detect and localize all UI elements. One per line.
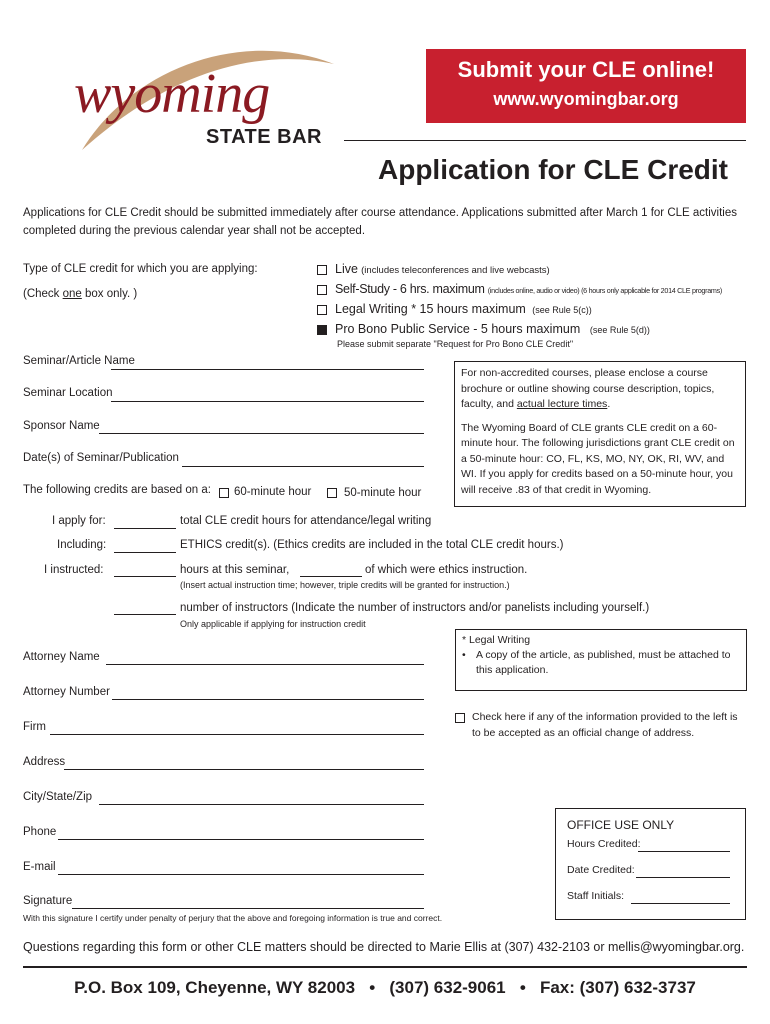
seminar-dates-label: Date(s) of Seminar/Publication [23, 452, 179, 464]
bullet-icon: • [462, 649, 466, 661]
pro-bono-option: Pro Bono Public Service - 5 hours maximum (see Rule 5(d)) [335, 322, 650, 336]
instruction-credit-note: Only applicable if applying for instruction credit [180, 619, 366, 629]
signature-label: Signature [23, 895, 73, 907]
seminar-location-label: Seminar Location [23, 387, 113, 399]
apply-for-text: total CLE credit hours for attendance/legal writing [180, 515, 432, 527]
total-hours-field[interactable] [114, 528, 176, 529]
online-submit-banner[interactable] [426, 49, 746, 123]
attorney-number-field[interactable] [112, 699, 424, 700]
including-text: ETHICS credit(s). (Ethics credits are included in the total CLE credit hours.) [180, 539, 564, 551]
footer-fax: Fax: (307) 632-3737 [539, 978, 696, 997]
instruction-hours-field[interactable] [114, 576, 176, 577]
date-credited-label: Date Credited: [567, 864, 635, 876]
staff-initials-label: Staff Initials: [567, 890, 625, 902]
bullet-icon: • [519, 978, 526, 997]
instructor-count-text: number of instructors (Indicate the number of instructors and/or panelists including yourself.) [180, 602, 650, 614]
live-option: Live (includes teleconferences and live webcasts) [335, 262, 550, 276]
footer-divider [23, 966, 747, 968]
instructor-count-field[interactable] [114, 614, 176, 615]
legal-writing-note-box [455, 629, 747, 691]
office-use-title: OFFICE USE ONLY [567, 818, 675, 832]
seminar-name-label: Seminar/Article Name [23, 355, 135, 367]
signature-certification: With this signature I certify under penalty of perjury that the above and foregoing information is true and correct. [23, 913, 443, 923]
intro-paragraph: Applications for CLE Credit should be submitted immediately after course attendance. Applications submitted after March 1 for CLE activities completed during the previous calendar year shall not be accepted. [23, 207, 737, 237]
instruction-time-note: (Insert actual instruction time; however, triple credits will be granted for instruction.) [180, 580, 510, 590]
date-credited-field[interactable] [636, 877, 730, 878]
address-change-checkbox[interactable] [455, 713, 465, 723]
banner-headline: Submit your CLE online! [457, 57, 715, 82]
address-field[interactable] [64, 769, 424, 770]
instructed-label: I instructed: [44, 564, 104, 576]
logo-wordmark: wyoming [74, 63, 270, 125]
attorney-name-field[interactable] [106, 664, 424, 665]
legal-writing-checkbox[interactable] [317, 305, 327, 315]
ethics-instruction-text: of which were ethics instruction. [365, 564, 528, 576]
legal-writing-item: • A copy of the article, as published, must be attached to this application. [462, 649, 731, 676]
apply-for-label: I apply for: [52, 515, 106, 527]
sixty-minute-checkbox[interactable] [219, 488, 229, 498]
address-change-text: Check here if any of the information provided to the left is to be accepted as an official change of address. [472, 711, 738, 739]
instructed-text: hours at this seminar, [180, 564, 290, 576]
questions-contact: Questions regarding this form or other CLE matters should be directed to Marie Ellis at (307) 432-2103 or mellis@wyomingbar.org. [23, 940, 745, 954]
footer-contact [0, 978, 770, 998]
footer-address: P.O. Box 109, Cheyenne, WY 82003 [74, 978, 356, 997]
hours-credited-label: Hours Credited: [567, 838, 641, 850]
page-title: Application for CLE Credit [378, 154, 728, 185]
fifty-minute-note: The Wyoming Board of CLE grants CLE credit on a 60-minute hour. The following jurisdictions grant CLE credit on a 50-minute hour: CO, FL, KS, MO, NY, OK, RI, WV, and WI. If you apply for credits based on a 50-minute hour, you will receive .83 of that credit in Wyoming. [461, 421, 735, 496]
ethics-credits-field[interactable] [114, 552, 176, 553]
city-state-zip-label: City/State/Zip [23, 791, 93, 803]
city-state-zip-field[interactable] [99, 804, 424, 805]
office-use-box [555, 808, 746, 920]
email-field[interactable] [58, 874, 424, 875]
legal-writing-title: * Legal Writing [462, 634, 531, 646]
staff-initials-field[interactable] [631, 903, 730, 904]
credit-basis-label: The following credits are based on a: [23, 484, 211, 496]
phone-field[interactable] [58, 839, 424, 840]
seminar-name-field[interactable] [111, 369, 424, 370]
attorney-name-label: Attorney Name [23, 651, 100, 663]
header-divider [344, 140, 746, 141]
including-label: Including: [57, 539, 107, 551]
self-study-option: Self-Study - 6 hrs. maximum (includes online, audio or video) (6 hours only applicable for 2014 CLE programs) [335, 282, 722, 296]
signature-field[interactable] [72, 908, 424, 909]
bullet-icon: • [369, 978, 376, 997]
jurisdiction-note-box [454, 361, 746, 507]
phone-label: Phone [23, 826, 57, 838]
seminar-dates-field[interactable] [182, 466, 424, 467]
credit-type-label: Type of CLE credit for which you are applying: [23, 263, 258, 275]
sponsor-name-label: Sponsor Name [23, 420, 100, 432]
firm-field[interactable] [50, 734, 424, 735]
self-study-checkbox[interactable] [317, 285, 327, 295]
fifty-minute-label: 50-minute hour [344, 487, 422, 499]
ethics-instruction-field[interactable] [300, 576, 362, 577]
check-one-instruction: (Check one box only. ) [23, 288, 138, 300]
hours-credited-field[interactable] [638, 851, 730, 852]
live-checkbox[interactable] [317, 265, 327, 275]
pro-bono-note: Please submit separate "Request for Pro Bono CLE Credit" [337, 339, 574, 349]
sixty-minute-label: 60-minute hour [234, 486, 312, 498]
firm-label: Firm [23, 721, 46, 733]
address-label: Address [23, 756, 66, 768]
banner-url[interactable]: www.wyomingbar.org [493, 89, 679, 109]
footer-phone: (307) 632-9061 [389, 978, 506, 997]
attorney-number-label: Attorney Number [23, 686, 110, 698]
fifty-minute-checkbox[interactable] [327, 488, 337, 498]
sponsor-name-field[interactable] [99, 433, 424, 434]
legal-writing-option: Legal Writing * 15 hours maximum (see Rule 5(c)) [335, 302, 592, 316]
pro-bono-checkbox[interactable] [317, 325, 327, 335]
non-accredited-note: For non-accredited courses, please enclose a course brochure or outline showing course description, topics, faculty, and actual lecture times. [461, 367, 715, 410]
email-label: E-mail [23, 861, 56, 873]
seminar-location-field[interactable] [111, 401, 424, 402]
logo-subtitle: STATE BAR [206, 126, 322, 148]
